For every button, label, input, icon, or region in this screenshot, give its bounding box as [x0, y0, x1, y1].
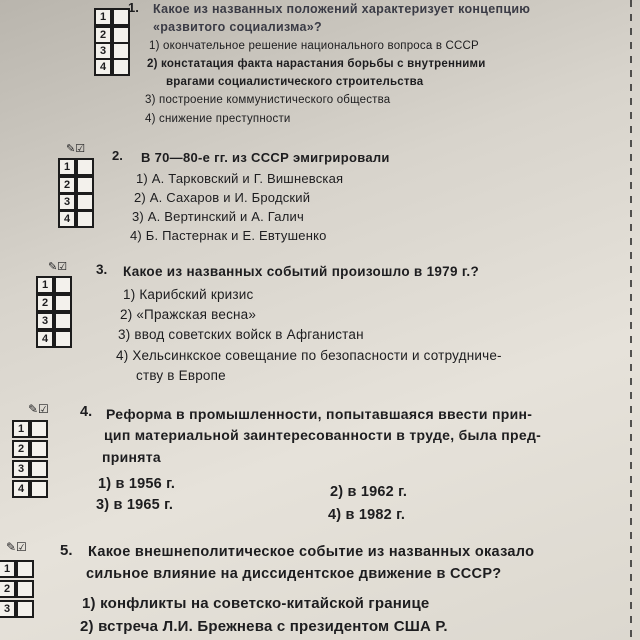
- answer-option: 3) А. Вертинский и А. Галич: [132, 209, 304, 224]
- grid-number-2: 2: [36, 294, 54, 312]
- answer-option: 1) Карибский кризис: [123, 287, 254, 302]
- answer-option: 1) в 1956 г.: [98, 476, 176, 492]
- grid-number-1: 1: [36, 276, 54, 294]
- grid-number-3: 3: [12, 460, 30, 478]
- grid-number-1: 1: [94, 8, 112, 26]
- answer-option-continuation: врагами социалистического строительства: [166, 76, 424, 88]
- answer-box-4[interactable]: [30, 480, 48, 498]
- answer-option: 4) в 1982 г.: [328, 507, 406, 523]
- question-text-line: В 70—80-е гг. из СССР эмигрировали: [141, 150, 390, 165]
- answer-option: 4) снижение преступности: [145, 113, 291, 125]
- question-number: 3.: [96, 262, 108, 277]
- grid-number-4: 4: [94, 58, 112, 76]
- answer-box-1[interactable]: [76, 158, 94, 176]
- answer-box-2[interactable]: [16, 580, 34, 598]
- answer-option-continuation: ству в Европе: [136, 368, 226, 383]
- grid-number-3: 3: [0, 600, 16, 618]
- question-text-line: Какое из названных событий произошло в 1979 г.?: [123, 264, 480, 279]
- answer-option: 4) Б. Пастернак и Е. Евтушенко: [130, 228, 327, 243]
- question-text-line: цип материальной заинтересованности в труде, была пред-: [104, 427, 542, 443]
- question-text-line: Реформа в промышленности, попытавшаяся ввести прин-: [106, 406, 533, 422]
- question-number: 4.: [80, 404, 93, 420]
- grid-number-2: 2: [12, 440, 30, 458]
- answer-box-1[interactable]: [16, 560, 34, 578]
- pencil-check-icon: ✎☑: [28, 402, 49, 416]
- answer-option: 2) «Пражская весна»: [120, 307, 257, 322]
- grid-number-2: 2: [94, 26, 112, 44]
- answer-option: 3) ввод советских войск в Афганистан: [118, 327, 364, 342]
- answer-box-4[interactable]: [76, 210, 94, 228]
- question-text-line: принята: [102, 449, 161, 465]
- answer-box-2[interactable]: [30, 440, 48, 458]
- grid-number-3: 3: [58, 193, 76, 211]
- pencil-check-icon: ✎☑: [6, 540, 27, 554]
- grid-number-1: 1: [12, 420, 30, 438]
- question-text-line: Какое из названных положений характеризует концепцию: [153, 2, 531, 16]
- answer-option: 4) Хельсинкское совещание по безопасности и сотрудниче-: [116, 348, 502, 363]
- answer-option: 2) А. Сахаров и И. Бродский: [134, 190, 311, 205]
- answer-option: 2) в 1962 г.: [330, 484, 408, 500]
- pencil-check-icon: ✎☑: [66, 143, 86, 155]
- answer-box-2[interactable]: [54, 294, 72, 312]
- answer-option: 3) построение коммунистического общества: [145, 94, 391, 106]
- margin-dashed-line: [630, 0, 632, 640]
- grid-number-3: 3: [36, 312, 54, 330]
- answer-box-3[interactable]: [16, 600, 34, 618]
- grid-number-2: 2: [0, 580, 16, 598]
- answer-box-4[interactable]: [112, 58, 130, 76]
- answer-box-2[interactable]: [76, 176, 94, 194]
- grid-number-2: 2: [58, 176, 76, 194]
- answer-box-1[interactable]: [30, 420, 48, 438]
- grid-number-1: 1: [58, 158, 76, 176]
- answer-option: 1) конфликты на советско-китайской границе: [82, 595, 430, 612]
- question-number: 2.: [112, 148, 123, 163]
- answer-option: 3) в 1965 г.: [96, 497, 174, 513]
- question-text-line: Какое внешнеполитическое событие из названных оказало: [88, 544, 535, 560]
- grid-number-3: 3: [94, 42, 112, 60]
- question-number: 1.: [128, 0, 139, 15]
- question-text-line: сильное влияние на диссидентское движение в СССР?: [86, 566, 502, 582]
- grid-number-4: 4: [58, 210, 76, 228]
- question-number: 5.: [60, 542, 73, 559]
- grid-number-1: 1: [0, 560, 16, 578]
- question-text-line: «развитого социализма»?: [153, 20, 322, 34]
- answer-option: 2) встреча Л.И. Брежнева с президентом США Р.: [80, 618, 448, 635]
- answer-box-1[interactable]: [54, 276, 72, 294]
- answer-option: 1) окончательное решение национального вопроса в СССР: [149, 40, 479, 52]
- answer-option: 2) констатация факта нарастания борьбы с внутренними: [147, 58, 486, 70]
- grid-number-4: 4: [36, 330, 54, 348]
- answer-box-3[interactable]: [76, 193, 94, 211]
- answer-box-3[interactable]: [54, 312, 72, 330]
- pencil-check-icon: ✎☑: [48, 261, 68, 273]
- grid-number-4: 4: [12, 480, 30, 498]
- answer-option: 1) А. Тарковский и Г. Вишневская: [136, 171, 344, 186]
- answer-box-3[interactable]: [30, 460, 48, 478]
- answer-box-4[interactable]: [54, 330, 72, 348]
